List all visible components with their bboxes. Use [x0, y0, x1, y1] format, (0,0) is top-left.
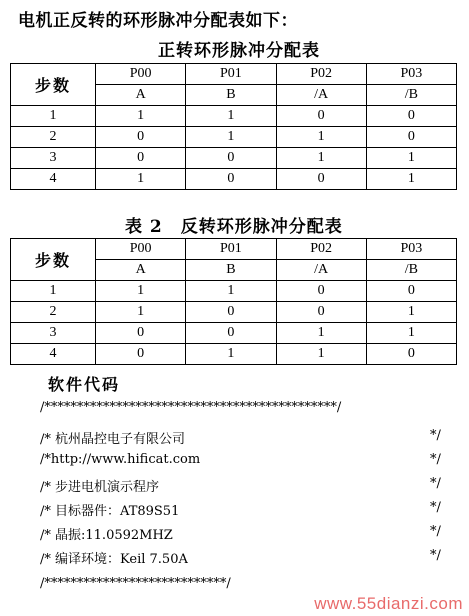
value-cell: 1 [366, 323, 456, 344]
table1-title: 正转环形脉冲分配表 [158, 41, 320, 61]
signal-header: /B [366, 260, 456, 281]
value-cell: 1 [96, 106, 186, 127]
table2-title: 表 2 反转环形脉冲分配表 [125, 217, 343, 237]
code-line: /* 步进电机演示程序 [40, 480, 160, 495]
value-cell: 1 [276, 127, 366, 148]
value-cell: 0 [96, 344, 186, 365]
code-line: /* 杭州晶控电子有限公司 [40, 432, 186, 447]
value-cell: 1 [96, 169, 186, 190]
value-cell: 0 [276, 281, 366, 302]
code-line: /* 编译环境：Keil 7.50A [40, 552, 188, 567]
table-row [11, 281, 457, 302]
comment-end: */ [430, 452, 441, 467]
signal-header: B [186, 85, 276, 106]
value-cell: 1 [276, 148, 366, 169]
value-cell: 0 [96, 148, 186, 169]
value-cell: 1 [96, 281, 186, 302]
port-header: P01 [186, 64, 276, 85]
comment-end: */ [430, 524, 441, 539]
comment-end: */ [430, 500, 441, 515]
port-header: P00 [96, 64, 186, 85]
step-cell: 4 [11, 344, 96, 365]
step-cell: 4 [11, 169, 96, 190]
value-cell: 0 [186, 148, 276, 169]
value-cell: 0 [186, 323, 276, 344]
value-cell: 0 [96, 323, 186, 344]
table-row [11, 302, 457, 323]
step-cell: 3 [11, 323, 96, 344]
signal-header: /A [276, 85, 366, 106]
value-cell: 1 [366, 148, 456, 169]
table-row [11, 169, 457, 190]
code-line: /* 目标器件：AT89S51 [40, 504, 180, 519]
step-cell: 2 [11, 302, 96, 323]
step-cell: 1 [11, 106, 96, 127]
value-cell: 1 [186, 127, 276, 148]
comment-end: */ [430, 548, 441, 563]
port-header: P03 [366, 239, 456, 260]
watermark: www.55dianzi.com [314, 594, 463, 613]
code-line: /****************************/ [40, 576, 231, 591]
value-cell: 0 [366, 106, 456, 127]
port-header: P03 [366, 64, 456, 85]
comment-end: */ [430, 476, 441, 491]
signal-header: /A [276, 260, 366, 281]
value-cell: 1 [186, 106, 276, 127]
value-cell: 0 [276, 169, 366, 190]
value-cell: 1 [186, 281, 276, 302]
value-cell: 0 [276, 302, 366, 323]
reverse-pulse-table [10, 238, 457, 365]
value-cell: 1 [276, 323, 366, 344]
code-line: /*http://www.hificat.com [40, 452, 201, 467]
value-cell: 0 [186, 169, 276, 190]
table-row [11, 344, 457, 365]
value-cell: 1 [366, 302, 456, 323]
comment-end: */ [430, 428, 441, 443]
port-header: P00 [96, 239, 186, 260]
signal-header: B [186, 260, 276, 281]
table-row [11, 323, 457, 344]
forward-pulse-table [10, 63, 457, 190]
code-line: /* 晶振:11.0592MHZ [40, 528, 173, 543]
software-title: 软件代码 [48, 375, 121, 394]
port-header: P02 [276, 239, 366, 260]
value-cell: 1 [276, 344, 366, 365]
signal-header: A [96, 85, 186, 106]
value-cell: 0 [366, 281, 456, 302]
value-cell: 0 [276, 106, 366, 127]
step-cell: 2 [11, 127, 96, 148]
value-cell: 1 [366, 169, 456, 190]
value-cell: 1 [186, 344, 276, 365]
table-row [11, 127, 457, 148]
value-cell: 0 [96, 127, 186, 148]
port-header: P01 [186, 239, 276, 260]
value-cell: 0 [366, 344, 456, 365]
step-header: 步数 [11, 64, 96, 106]
value-cell: 1 [96, 302, 186, 323]
signal-header: /B [366, 85, 456, 106]
code-line: /*********************************************/ [40, 400, 342, 415]
signal-header: A [96, 260, 186, 281]
port-header: P02 [276, 64, 366, 85]
intro-text: 电机正反转的环形脉冲分配表如下： [18, 11, 298, 31]
step-cell: 3 [11, 148, 96, 169]
table-row [11, 148, 457, 169]
value-cell: 0 [366, 127, 456, 148]
value-cell: 0 [186, 302, 276, 323]
step-header: 步数 [11, 239, 96, 281]
step-cell: 1 [11, 281, 96, 302]
table-row [11, 106, 457, 127]
